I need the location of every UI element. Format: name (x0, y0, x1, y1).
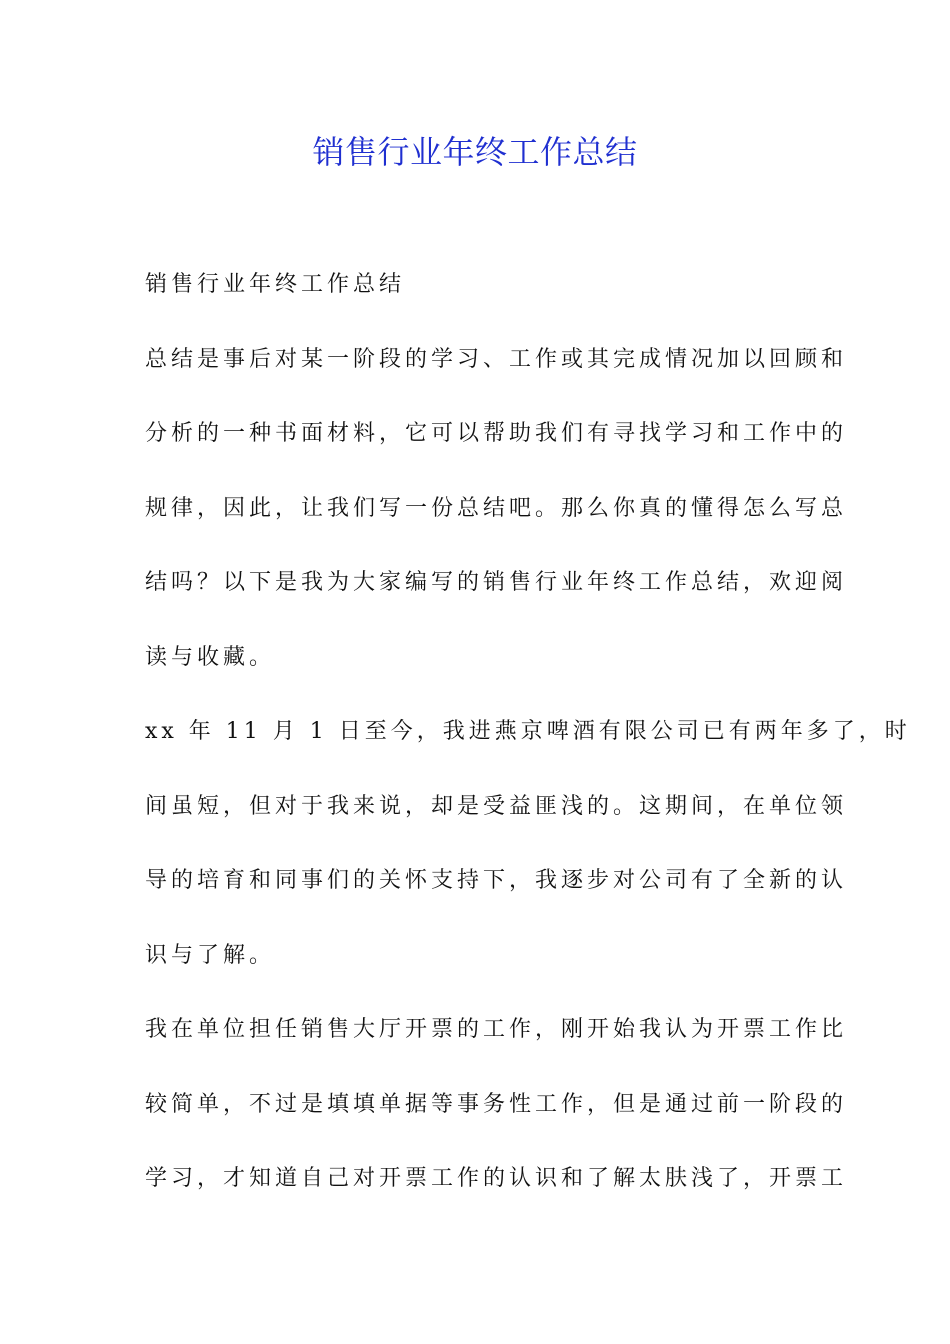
document-body (145, 260, 911, 1229)
paragraph-line: 规律，因此，让我们写一份总结吧。那么你真的懂得怎么写总 (145, 495, 848, 521)
paragraph-line: xx 年 11 月 1 日至今，我进燕京啤酒有限公司已有两年多了，时 (145, 719, 911, 744)
paragraph-line: 较简单，不过是填填单据等事务性工作，但是通过前一阶段的 (145, 1091, 848, 1117)
paragraph-line: 导的培育和同事们的关怀支持下，我逐步对公司有了全新的认 (145, 868, 848, 893)
paragraph-work (145, 1005, 848, 1229)
subtitle-line: 销售行业年终工作总结 (145, 272, 406, 297)
paragraph-line: 学习，才知道自己对开票工作的认识和了解太肤浅了，开票工 (145, 1166, 848, 1191)
paragraph-line: 总结是事后对某一阶段的学习、工作或其完成情况加以回顾和 (145, 346, 848, 372)
paragraph-company (145, 707, 911, 1005)
paragraph-line: 结吗？以下是我为大家编写的销售行业年终工作总结，欢迎阅 (145, 570, 848, 595)
paragraph-line: 识与了解。 (145, 942, 276, 968)
paragraph-line: 间虽短，但对于我来说，却是受益匪浅的。这期间，在单位领 (145, 793, 848, 819)
paragraph-line: 读与收藏。 (145, 644, 276, 670)
document-subtitle (145, 260, 805, 335)
document-title: 销售行业年终工作总结 (312, 133, 638, 171)
paragraph-intro (145, 335, 848, 708)
paragraph-line: 我在单位担任销售大厅开票的工作，刚开始我认为开票工作比 (145, 1017, 848, 1042)
paragraph-line: 分析的一种书面材料，它可以帮助我们有寻找学习和工作中的 (145, 421, 848, 446)
